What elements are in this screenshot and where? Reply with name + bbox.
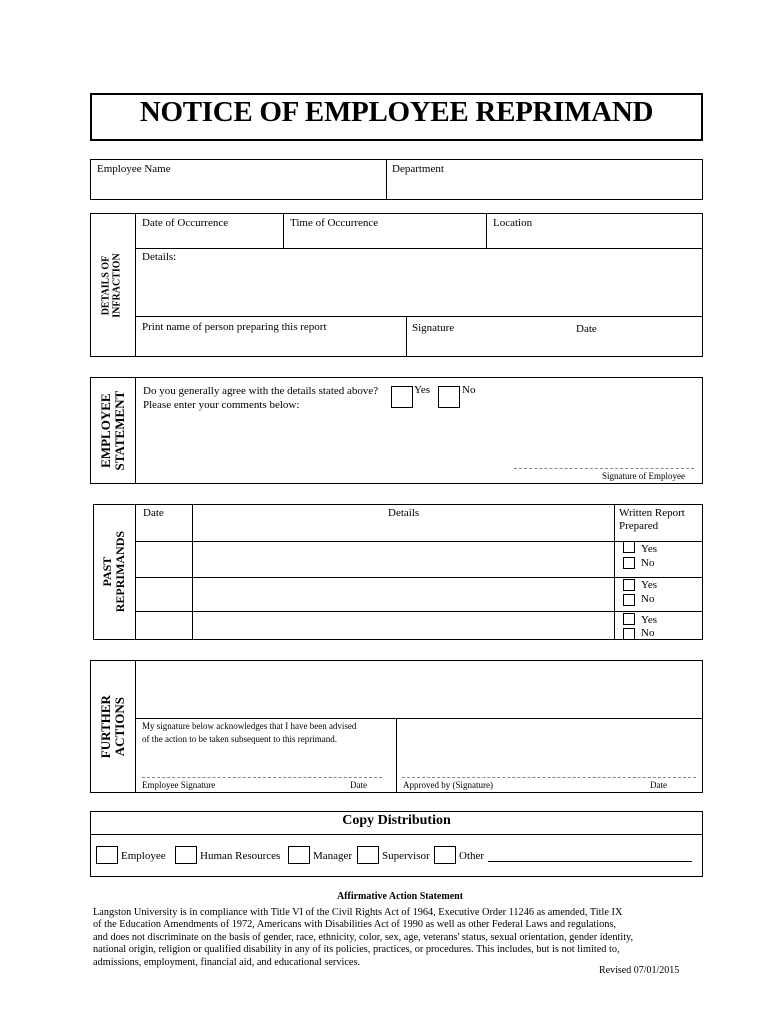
copy-other-field[interactable] [488,848,692,862]
preparer-signature-label: Signature [412,322,455,334]
past-row-details-field[interactable] [194,579,612,609]
affirmative-line: national origin, religion or qualified disability in any of its policies, practices, or procedures. This includes, but is not limited to, [93,944,620,956]
affirmative-line: Langston University is in compliance with Title VI of the Civil Rights Act of 1964, Executive Order 11246 as amended, Title IX [93,907,623,918]
copy-hr-checkbox[interactable] [175,846,197,864]
further-side-label: FURTHER ACTIONS [97,694,127,759]
details-field[interactable] [137,264,701,314]
comments-field[interactable] [140,414,698,464]
past-row-date-field[interactable] [137,613,191,638]
past-row-yes-checkbox[interactable] [623,579,635,591]
past-row-yes-label: Yes [641,579,658,591]
employee-name-field[interactable] [92,176,384,198]
revised-date: Revised 07/01/2015 [599,965,680,976]
past-row-no-checkbox[interactable] [623,594,635,606]
past-row-no-checkbox[interactable] [623,628,635,640]
affirmative-line: admissions, employment, financial aid, and educational services. [93,956,361,968]
approved-date-label: Date [650,780,667,790]
department-label: Department [392,163,444,175]
employee-signature-label: Signature of Employee [602,471,685,481]
comments-prompt: Please enter your comments below: [143,399,300,411]
details-label: Details: [142,251,177,263]
time-of-occurrence-label: Time of Occurrence [290,217,379,229]
past-row-yes-label: Yes [641,614,658,626]
preparer-name-label: Print name of person preparing this report [142,321,327,333]
past-row-no-checkbox[interactable] [623,557,635,569]
copy-manager-checkbox[interactable] [288,846,310,864]
infraction-side-label: DETAILS OF INFRACTION [101,252,123,318]
copy-employee-checkbox[interactable] [96,846,118,864]
past-row-details-field[interactable] [194,613,612,638]
past-row-yes-label: Yes [641,543,658,555]
statement-side-label: EMPLOYEE STATEMENT [97,390,127,471]
copy-other-checkbox[interactable] [434,846,456,864]
agree-no-label: No [462,384,476,396]
past-row-date-field[interactable] [137,543,191,575]
agree-yes-checkbox[interactable] [391,386,413,408]
past-row-no-label: No [641,593,655,605]
acknowledge-text-2: of the action to be taken subsequent to this reprimand. [142,734,337,744]
agree-no-checkbox[interactable] [438,386,460,408]
copy-hr-label: Human Resources [200,850,281,862]
past-date-header: Date [143,507,164,519]
department-field[interactable] [388,176,701,198]
past-side-label: PAST REPRIMANDS [100,531,127,613]
past-details-header: Details [388,507,420,519]
affirmative-line: of the Education Amendments of 1972, Americans with Disabilities Act of 1990 as well as other Federal Laws and regulations, [93,919,617,931]
past-row-details-field[interactable] [194,543,612,575]
copy-supervisor-checkbox[interactable] [357,846,379,864]
agree-yes-label: Yes [414,384,431,396]
employee-name-label: Employee Name [97,163,171,175]
copy-manager-label: Manager [313,850,353,862]
agree-question: Do you generally agree with the details stated above? [143,385,379,397]
copy-distribution-title: Copy Distribution [342,813,451,828]
past-written-header: Written Report [619,507,685,519]
further-actions-field[interactable] [137,662,701,716]
employee-signature-line-label: Employee Signature [142,780,216,790]
past-row-no-label: No [641,557,655,569]
affirmative-title: Affirmative Action Statement [336,891,464,902]
employee-signature-date-label: Date [350,780,367,790]
copy-employee-label: Employee [121,850,166,862]
past-prepared-header: Prepared [619,520,659,532]
past-row-date-field[interactable] [137,579,191,609]
date-of-occurrence-label: Date of Occurrence [142,217,229,229]
page-title: NOTICE OF EMPLOYEE REPRIMAND [139,96,654,128]
affirmative-line: and does not discriminate on the basis of gender, race, ethnicity, color, sex, age, veterans' status, sexual orientation, gender identity, [93,931,634,943]
past-row-yes-checkbox[interactable] [623,541,635,553]
approved-by-label: Approved by (Signature) [403,780,493,790]
preparer-date-label: Date [576,323,597,335]
acknowledge-text-1: My signature below acknowledges that I have been advised [142,721,357,731]
copy-supervisor-label: Supervisor [382,850,430,862]
past-row-no-label: No [641,627,655,639]
affirmative-text [93,907,703,969]
copy-other-label: Other [459,850,485,862]
past-row-yes-checkbox[interactable] [623,613,635,625]
location-label: Location [493,217,533,229]
